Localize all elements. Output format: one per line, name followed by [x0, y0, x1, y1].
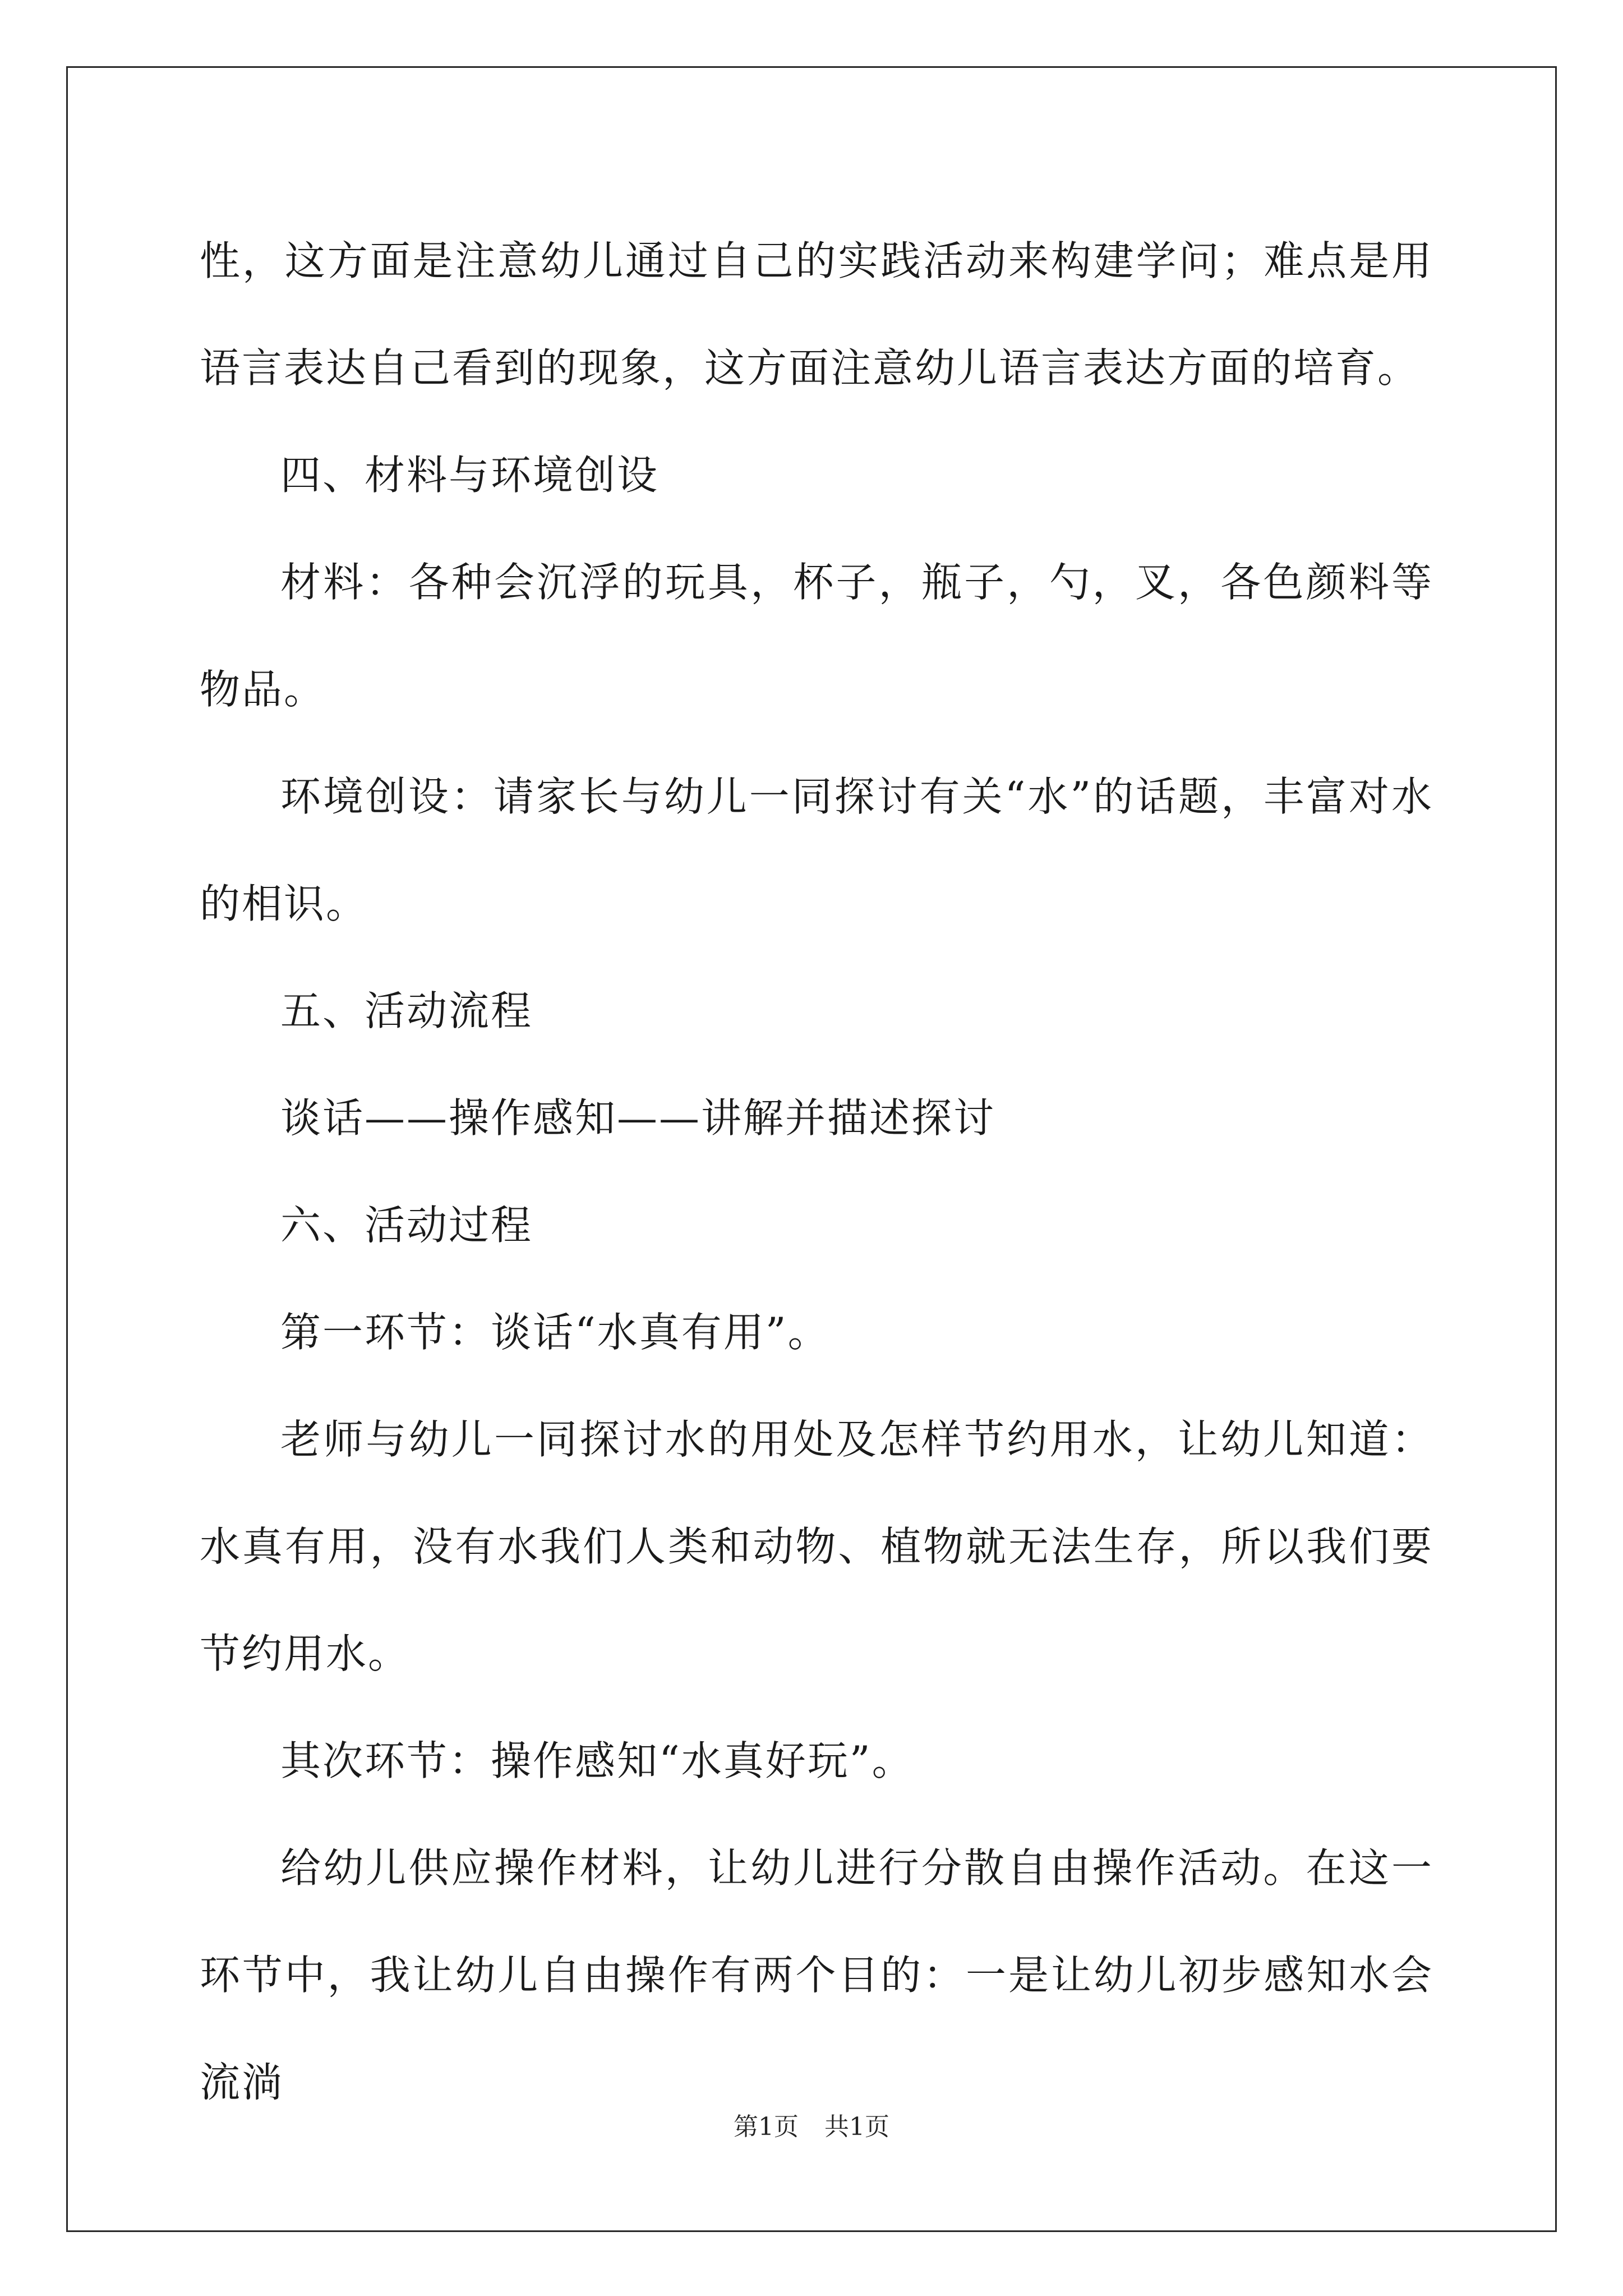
paragraph: 环境创设：请家长与幼儿一同探讨有关“水”的话题，丰富对水的相识。: [200, 773, 1433, 927]
paragraph: 谈话——操作感知——讲解并描述探讨: [280, 1094, 996, 1142]
section-heading: 四、材料与环境创设: [280, 452, 660, 499]
paragraph: 老师与幼儿一同探讨水的用处及怎样节约用水，让幼儿知道：水真有用，没有水我们人类和动物、植物就无法生存，所以我们要节约用水。: [200, 1416, 1433, 1677]
section-heading: 六、活动过程: [280, 1202, 533, 1249]
paragraph: 性，这方面是注意幼儿通过自己的实践活动来构建学问；难点是用语言表达自己看到的现象，这方面注意幼儿语言表达方面的培育。: [200, 237, 1433, 392]
paragraph: 其次环节：操作感知“水真好玩”。: [280, 1737, 914, 1784]
document-body: [200, 208, 1433, 2136]
paragraph: 给幼儿供应操作材料，让幼儿进行分散自由操作活动。在这一环节中，我让幼儿自由操作有两个目的：一是让幼儿初步感知水会流淌: [200, 1844, 1433, 2106]
page-total: 共1页: [824, 2113, 889, 2141]
section-heading: 五、活动流程: [280, 987, 533, 1034]
page-footer: [0, 2110, 1623, 2144]
paragraph: 材料：各种会沉浮的玩具，杯子，瓶子，勺，叉，各色颜料等物品。: [200, 559, 1433, 713]
page-number: 第1页: [734, 2113, 799, 2141]
paragraph: 第一环节：谈话“水真有用”。: [280, 1309, 830, 1356]
